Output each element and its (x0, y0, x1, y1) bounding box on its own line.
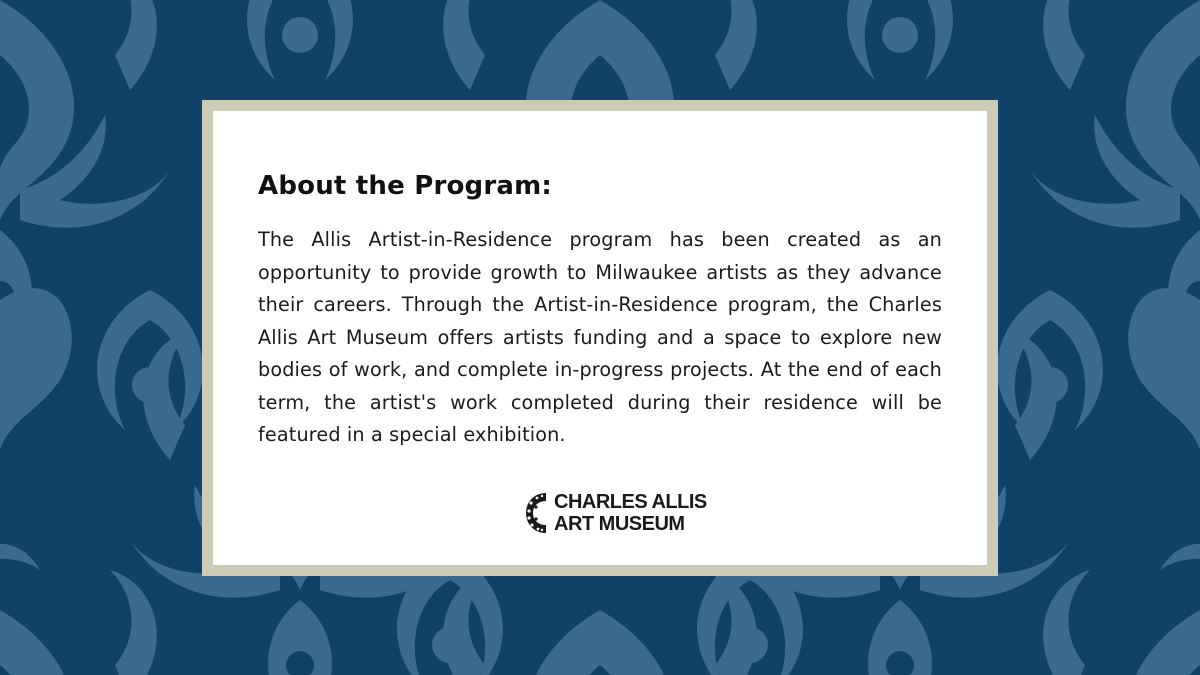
museum-emblem-icon (522, 489, 550, 537)
card-heading: About the Program: (258, 171, 553, 201)
card-frame (202, 100, 998, 576)
logo-line-2: ART MUSEUM (554, 513, 685, 535)
museum-logo (522, 489, 707, 537)
card-body-text: The Allis Artist-in-Residence program has been created as an opportunity to provide growth to Milwaukee artists as they advance their careers. Through the Artist-in-Residence program, the Charles Allis Art Museum offers artists funding and a space to explore new bodies of work, and complete in-progress projects. At the end of each term, the artist's work completed during their residence will be featured in a special exhibition. (258, 228, 942, 446)
logo-line-1: CHARLES ALLIS (554, 491, 707, 513)
info-card (213, 111, 987, 565)
